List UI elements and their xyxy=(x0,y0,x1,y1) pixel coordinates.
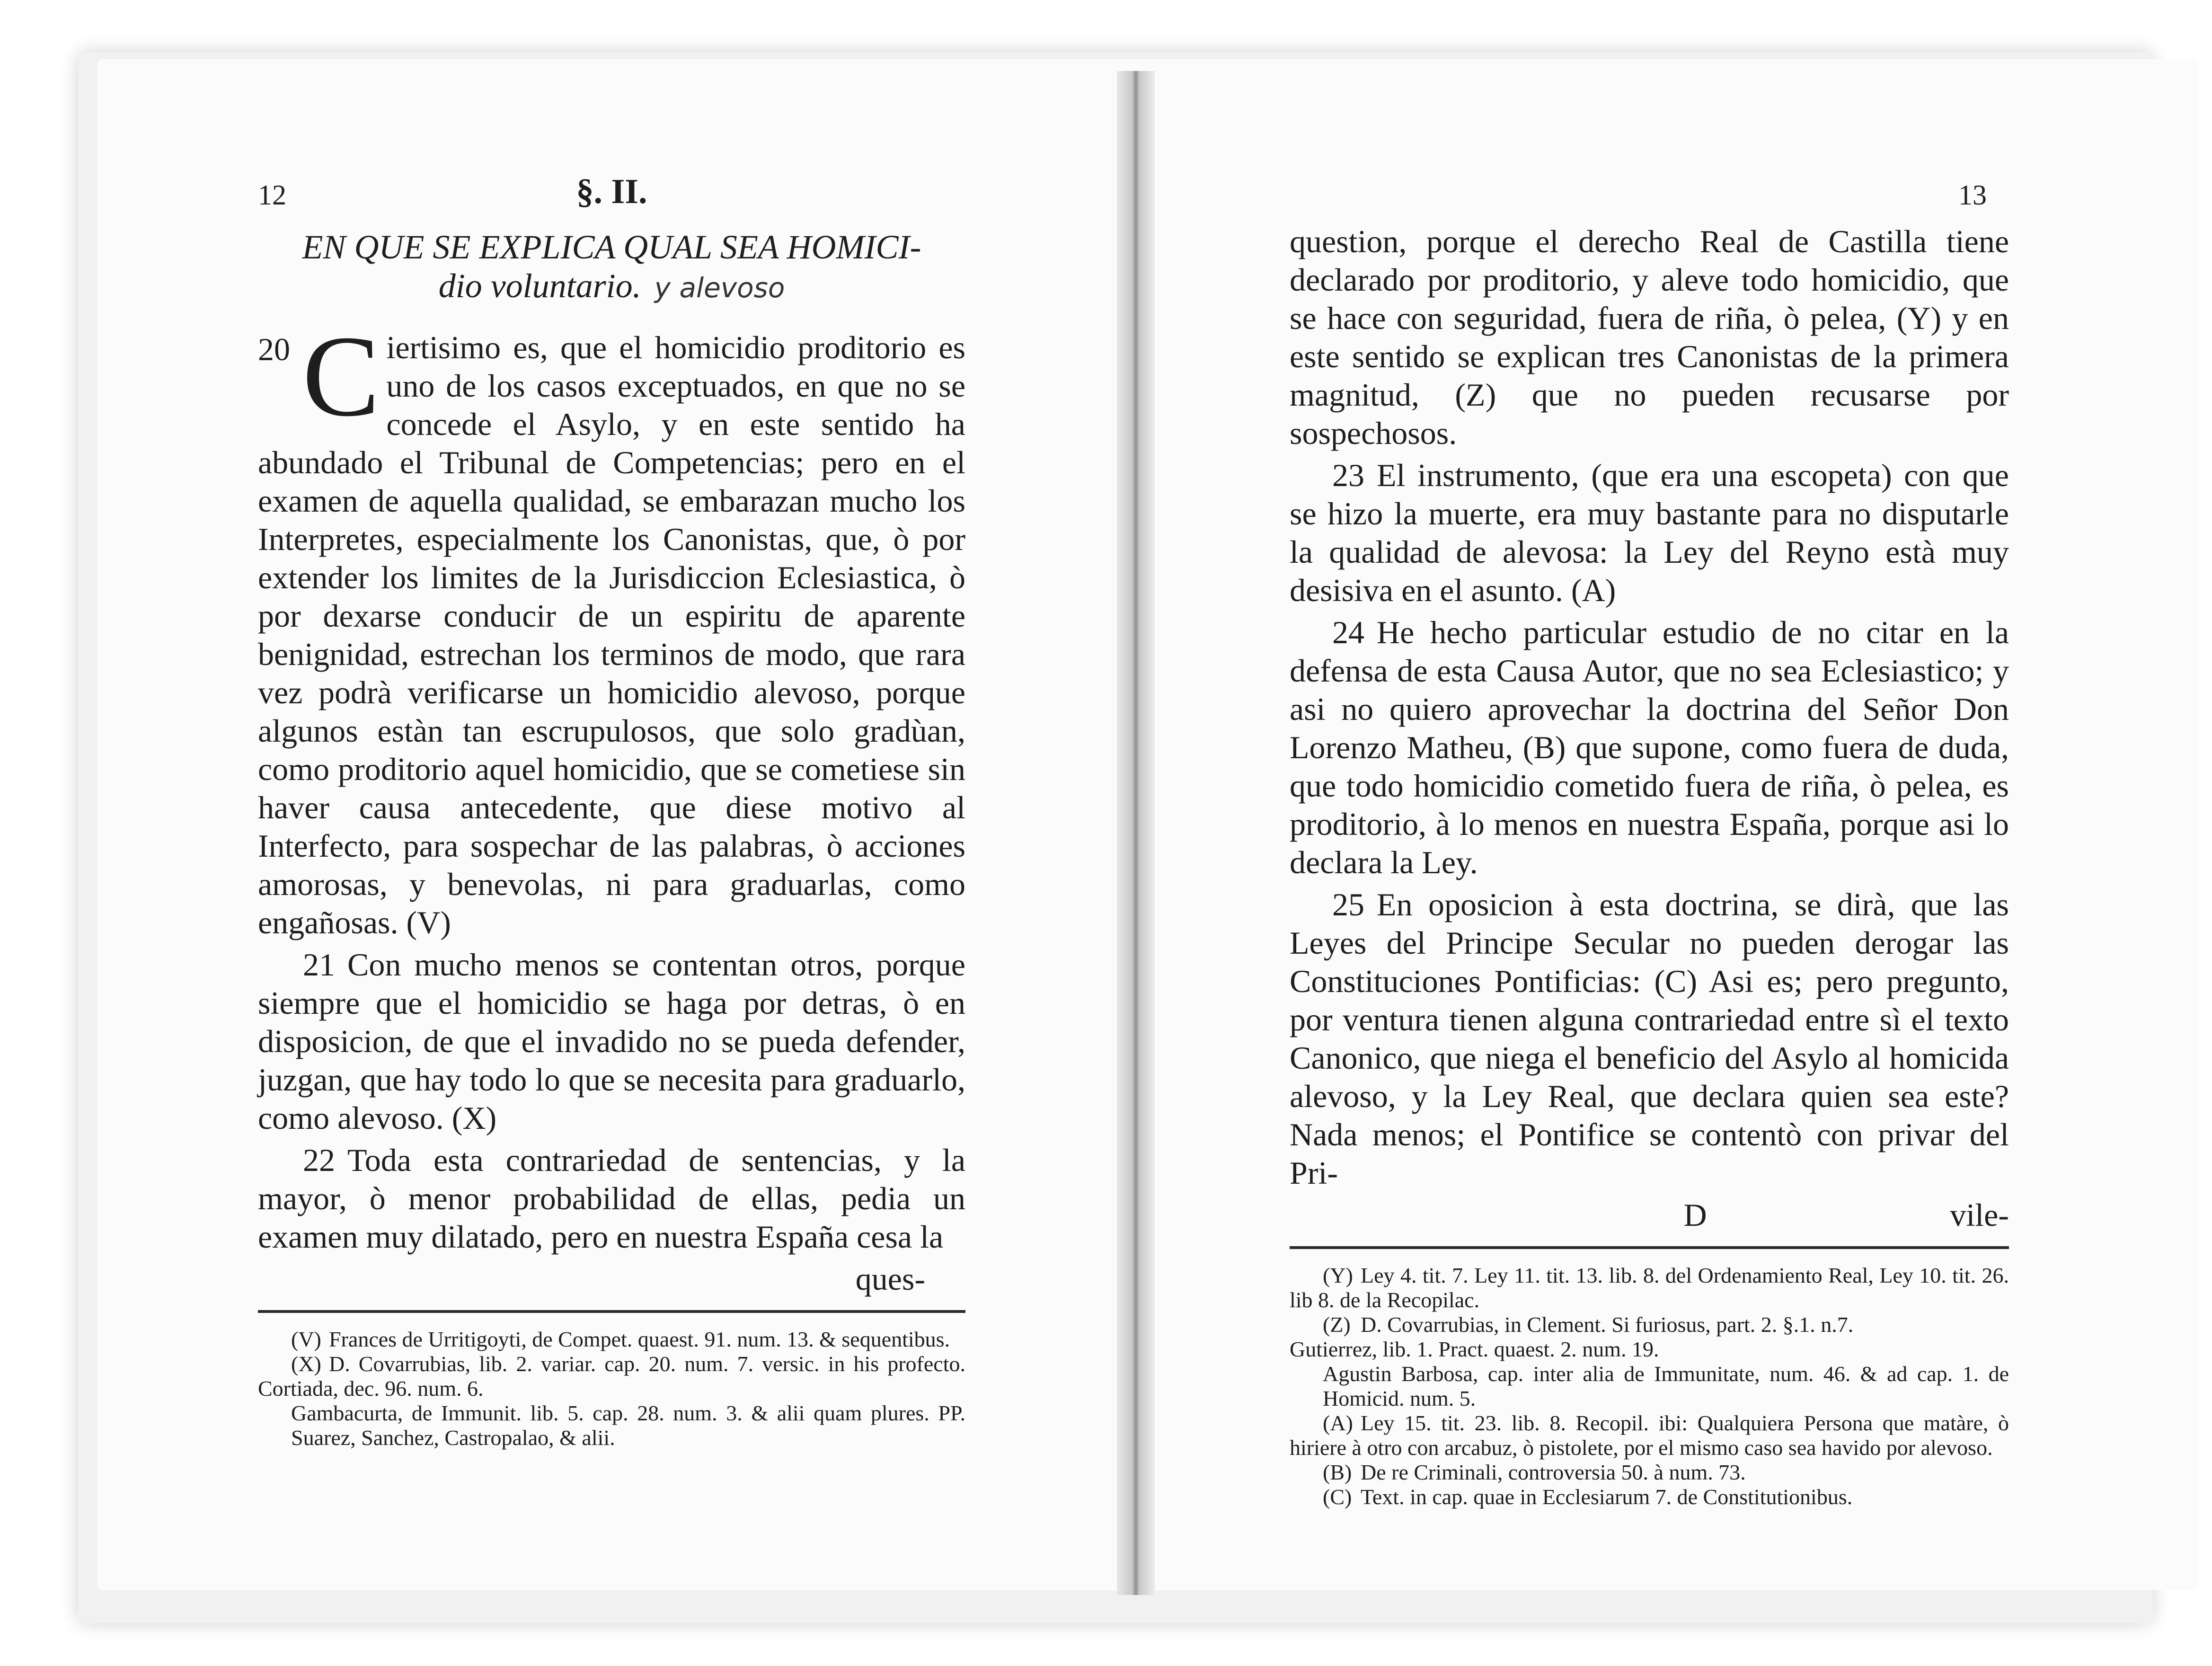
footnote-text: Text. in cap. quae in Ecclesiarum 7. de Constitutionibus. xyxy=(1361,1485,1853,1509)
left-text-column xyxy=(258,172,965,1450)
paragraph-21 xyxy=(258,946,965,1137)
book-gutter xyxy=(1117,71,1155,1595)
paragraph-number: 21 xyxy=(303,947,335,983)
footnote-label: (C) xyxy=(1323,1485,1352,1509)
footnote-a xyxy=(1290,1411,2009,1460)
paragraph-23 xyxy=(1290,456,2009,610)
right-page-number: 13 xyxy=(1958,179,1987,211)
footnote-text: Ley 15. tit. 23. lib. 8. Recopil. ibi: Qualquiera Persona que matàre, ò hiriere à otro con arcabuz, ò pistolete, por el mismo caso sea havido por alevoso. xyxy=(1290,1411,2009,1460)
footnote-rule xyxy=(258,1310,965,1313)
paragraph-text: El instrumento, (que era una escopeta) con que se hizo la muerte, era muy bastante para no disputarle la qualidad de alevosa: la Ley del Reyno està muy desisiva en el asunto. (A) xyxy=(1290,457,2009,608)
footnote-v xyxy=(258,1327,965,1352)
footnote-label: (B) xyxy=(1323,1460,1352,1484)
footnote-z xyxy=(1290,1312,2009,1337)
paragraph-text: En oposicion à esta doctrina, se dirà, que las Leyes del Principe Secular no pueden derogar las Constituciones Pontificias: (C) Asi es; pero pregunto, por ventura tienen alguna contrariedad entre sì el texto Canonico, que niega el beneficio del Asylo al homicida alevoso, y la Ley Real, que declara quien sea este? Nada menos; el Pontifice se contentò con privar del Pri- xyxy=(1290,886,2009,1191)
paragraph-number: 23 xyxy=(1332,457,1364,493)
right-text-column xyxy=(1290,222,2009,1509)
heading-line-1: EN QUE SE EXPLICA QUAL SEA HOMICI- xyxy=(302,228,921,266)
footnote-label: (Z) xyxy=(1323,1312,1351,1337)
footnote-text: D. Covarrubias, in Clement. Si furiosus, part. 2. §.1. n.7. xyxy=(1361,1312,1854,1337)
heading-line-2: dio voluntario. xyxy=(438,267,641,305)
footnote-x xyxy=(258,1352,965,1401)
handwritten-addition: y alevoso xyxy=(654,272,785,304)
footnote-z-cont-1 xyxy=(1290,1337,2009,1362)
right-footnotes xyxy=(1290,1263,2009,1509)
drop-cap: C xyxy=(302,312,380,440)
paragraph-22 xyxy=(258,1141,965,1256)
paragraph-22-continued xyxy=(1290,222,2009,452)
footnote-text: De re Criminali, controversia 50. à num. 73. xyxy=(1361,1460,1746,1484)
footnote-b xyxy=(1290,1460,2009,1485)
catchword: ques- xyxy=(855,1261,925,1297)
footnote-y xyxy=(1290,1263,2009,1312)
paragraph-number: 25 xyxy=(1332,886,1364,922)
footnote-text: D. Covarrubias, lib. 2. variar. cap. 20. num. 7. versic. in his profecto. Cortiada, dec. 96. num. 6. xyxy=(258,1352,965,1400)
paragraph-25 xyxy=(1290,886,2009,1192)
paragraph-number: 22 xyxy=(303,1142,335,1178)
footnote-text: Frances de Urritigoyti, de Compet. quaest. 91. num. 13. & sequentibus. xyxy=(329,1327,950,1351)
left-footnotes xyxy=(258,1327,965,1450)
footnote-x-cont xyxy=(258,1401,965,1450)
paragraph-number: 20 xyxy=(258,331,290,367)
footnote-c xyxy=(1290,1485,2009,1509)
left-page-number: 12 xyxy=(258,179,286,211)
footnote-label: (Y) xyxy=(1323,1263,1353,1287)
footnote-label: (X) xyxy=(291,1352,321,1376)
paragraph-text: Toda esta contrariedad de sentencias, y la mayor, ò menor probabilidad de ellas, pedia un examen muy dilatado, pero en nuestra España cesa la xyxy=(258,1142,965,1255)
signature-mark: D xyxy=(1683,1197,1707,1233)
paragraph-number: 24 xyxy=(1332,614,1364,650)
section-mark: §. II. xyxy=(576,172,647,211)
paragraph-text: question, porque el derecho Real de Castilla tiene declarado por proditorio, y aleve todo homicidio, que se hace con seguridad, fuera de riña, ò pelea, (Y) y en este sentido se explican tres Canonistas de la primera magnitud, (Z) que no pueden recusarse por sospechosos. xyxy=(1290,223,2009,451)
paragraph-24 xyxy=(1290,613,2009,882)
paragraph-text: Con mucho menos se contentan otros, porque siempre que el homicidio se haga por detras, ò en disposicion, de que el invadido no se pueda defender, juzgan, que hay todo lo que se necesita para graduarlo, como alevoso. (X) xyxy=(258,947,965,1136)
footnote-text: Gambacurta, de Immunit. lib. 5. cap. 28. num. 3. & alii quam plures. PP. Suarez, Sanchez, Castropalao, & alii. xyxy=(291,1401,965,1450)
footnote-text: Agustin Barbosa, cap. inter alia de Immunitate, num. 46. & ad cap. 1. de Homicid. num. 5. xyxy=(1323,1362,2009,1410)
footnote-label: (V) xyxy=(291,1327,321,1351)
footnote-rule xyxy=(1290,1246,2009,1249)
footnote-text: Gutierrez, lib. 1. Pract. quaest. 2. num. 19. xyxy=(1290,1337,1659,1361)
footnote-text: Ley 4. tit. 7. Ley 11. tit. 13. lib. 8. del Ordenamiento Real, Ley 10. tit. 26. lib 8. de la Recopilac. xyxy=(1290,1263,2009,1312)
signature-line xyxy=(1290,1196,2009,1234)
paragraph-20 xyxy=(258,312,965,942)
section-heading xyxy=(258,228,965,307)
paragraph-text: iertisimo es, que el homicidio proditorio es uno de los casos exceptuados, en que no se concede el Asylo, y en este sentido ha abundado el Tribunal de Competencias; pero en el examen de aquella qualidad, se embarazan mucho los Interpretes, especialmente los Canonistas, que, ò por extender los limites de la Jurisdiccion Eclesiastica, ò por dexarse conducir de un espiritu de aparente benignidad, estrechan los terminos de modo, que rara vez podrà verificarse un homicidio alevoso, porque algunos estàn tan escrupulosos, que solo gradùan, como proditorio aquel homicidio, que se cometiese sin haver causa antecedente, que diese motivo al Interfecto, para sospechar de las palabras, ò acciones amorosas, y benevolas, ni para graduarlas, como engañosas. (V) xyxy=(258,329,965,940)
paragraph-text: He hecho particular estudio de no citar en la defensa de esta Causa Autor, que no sea Eclesiastico; y asi no quiero aprovechar la doctrina del Señor Don Lorenzo Matheu, (B) que supone, como fuera de duda, que todo homicidio cometido fuera de riña, ò pelea, es proditorio, à lo menos en nuestra España, porque asi lo declara la Ley. xyxy=(1290,614,2009,880)
footnote-z-cont-2 xyxy=(1290,1362,2009,1411)
footnote-label: (A) xyxy=(1323,1411,1353,1435)
catchword: vile- xyxy=(1950,1197,2009,1233)
